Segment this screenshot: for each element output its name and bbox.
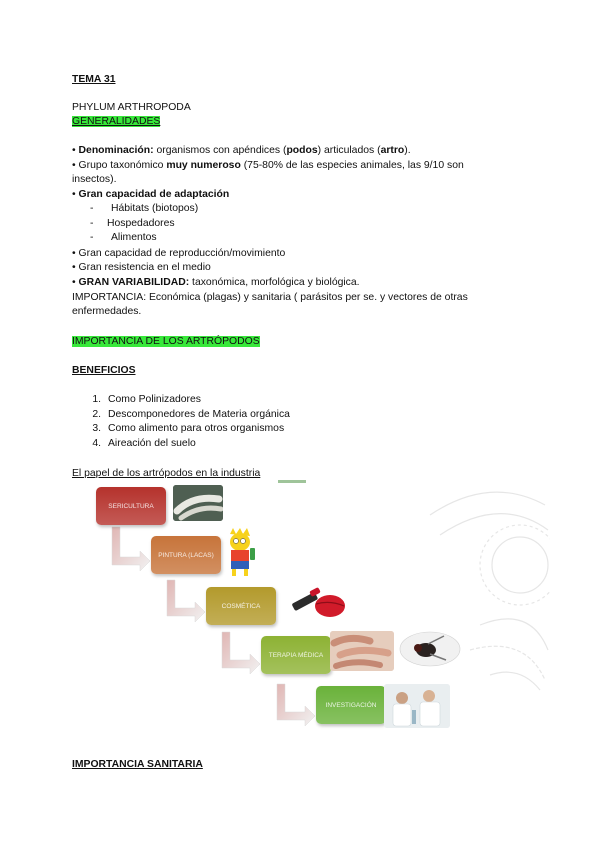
importancia-heading: IMPORTANCIA DE LOS ARTRÓPODOS [72,336,260,347]
bullet-variabilidad: • GRAN VARIABILIDAD: taxonómica, morfológica y biológica. [72,277,360,288]
generalidades-heading: GENERALIDADES [72,116,161,127]
caption-accent [278,480,306,483]
larvae-photo [330,631,394,671]
step-pintura: PINTURA (LACAS) [151,536,221,574]
silkworm-photo [173,485,223,521]
importancia-text: IMPORTANCIA: Económica (plagas) y sanitaria ( parásitos per se. y vectores de otras [72,292,468,303]
page-title: TEMA 31 [72,74,116,85]
phylum-title: PHYLUM ARTHROPODA [72,102,191,113]
sanitaria-heading: IMPORTANCIA SANITARIA [72,759,203,770]
importancia-text-cont: enfermedades. [72,306,142,317]
bullet-resistencia: • Gran resistencia en el medio [72,262,211,273]
bullet-grupo: • Grupo taxonómico muy numeroso (75-80% de las especies animales, las 9/10 son [72,160,464,171]
beneficios-heading: BENEFICIOS [72,365,136,376]
fly-photo [398,630,462,668]
step-investigacion: INVESTIGACIÓN [316,686,386,724]
bullet-grupo-cont: insectos). [72,174,117,185]
bullet-adaptacion: • Gran capacidad de adaptación [72,189,230,200]
step-cosmetica: COSMÉTICA [206,587,276,625]
lipstick-photo [286,584,346,622]
lab-research-photo [384,684,450,728]
step-terapia-medica: TERAPIA MÉDICA [261,636,331,674]
step-sericultura: SERICULTURA [96,487,166,525]
cartoon-character-image [220,528,260,580]
industria-caption: El papel de los artrópodos en la industria [72,468,261,479]
bullet-reproduccion: • Gran capacidad de reproducción/movimiento [72,248,286,259]
bullet-denominacion: • Denominación: organismos con apéndices (podos) articulados (artro). [72,145,411,156]
